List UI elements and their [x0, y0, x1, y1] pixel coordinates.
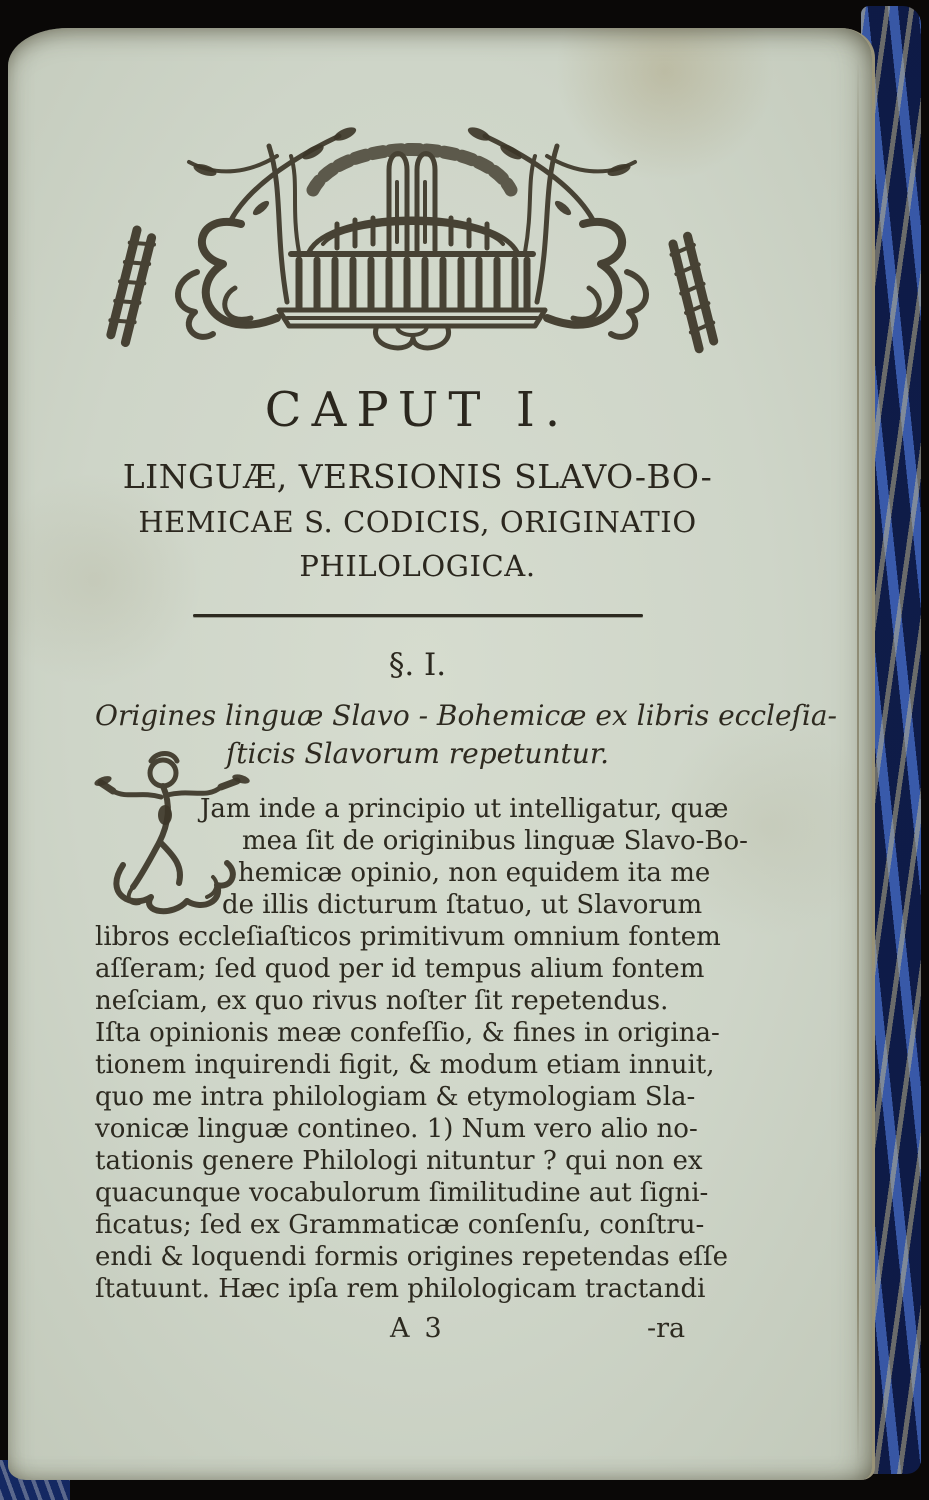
heading-line: PHILOLOGICA.: [299, 549, 536, 583]
paragraph-line: quacunque vocabulorum ſimilitudine aut ſigni-: [95, 1178, 709, 1208]
paragraph-line: ficatus; ſed ex Grammaticæ conſenſu, conſtru-: [95, 1210, 705, 1240]
chapter-title: CAPUT I.: [264, 382, 571, 438]
paragraph-line: vonicæ linguæ contineo. 1) Num vero alio no-: [95, 1114, 698, 1144]
paragraph-line: libros eccleſiaſticos primitivum omnium fontem: [95, 922, 721, 952]
chapter-heading: [95, 454, 740, 588]
paragraph-line: mea ſit de originibus linguæ Slavo-Bo-: [242, 826, 748, 856]
paragraph-line: Iſta opinionis meæ confeſſio, & fines in origina-: [95, 1018, 720, 1048]
paragraph-line: neſciam, ex quo rivus noſter ſit repetendus.: [95, 986, 669, 1016]
paragraph-line: endi & loquendi formis origines repetendas eſſe: [95, 1242, 729, 1272]
heading-line: LINGUÆ, VERSIONIS SLAVO-BO-: [122, 457, 713, 496]
argument-line: Origines linguæ Slavo - Bohemicæ ex libris eccleſia-: [95, 699, 838, 732]
paragraph-line: aſſeram; ſed quod per id tempus alium fontem: [95, 954, 705, 984]
page-footer: [95, 1313, 740, 1353]
paragraph-line: tionem inquirendi figit, & modum etiam innuit,: [95, 1050, 715, 1080]
heading-line: HEMICAE S. CODICIS, ORIGINATIO: [138, 505, 697, 539]
paragraph-line: hemicæ opinio, non equidem ita me: [238, 858, 711, 888]
page-content: [95, 28, 838, 1353]
headpiece-ornament: [101, 112, 723, 354]
argument-line: ſticis Slavorum repetuntur.: [225, 737, 610, 770]
signature-mark: A 3: [390, 1313, 445, 1344]
divider-rule: [193, 614, 643, 617]
section-number: §. I.: [388, 647, 447, 683]
paragraph-line: de illis dicturum ſtatuo, ut Slavorum: [222, 890, 703, 920]
paragraph-line: ſtatuunt. Hæc ipſa rem philologicam tractandi: [95, 1274, 706, 1304]
initial-ornament: [89, 747, 265, 915]
paragraph-line: Jam inde a principio ut intelligatur, quæ: [200, 794, 729, 824]
paragraph-line: tationis genere Philologi nituntur ? qui non ex: [95, 1146, 703, 1176]
paragraph-line: quo me intra philologiam & etymologiam Sla-: [95, 1082, 696, 1112]
body-paragraph: [95, 793, 748, 1305]
catchword: -ra: [647, 1313, 686, 1344]
book-page: [8, 28, 875, 1480]
